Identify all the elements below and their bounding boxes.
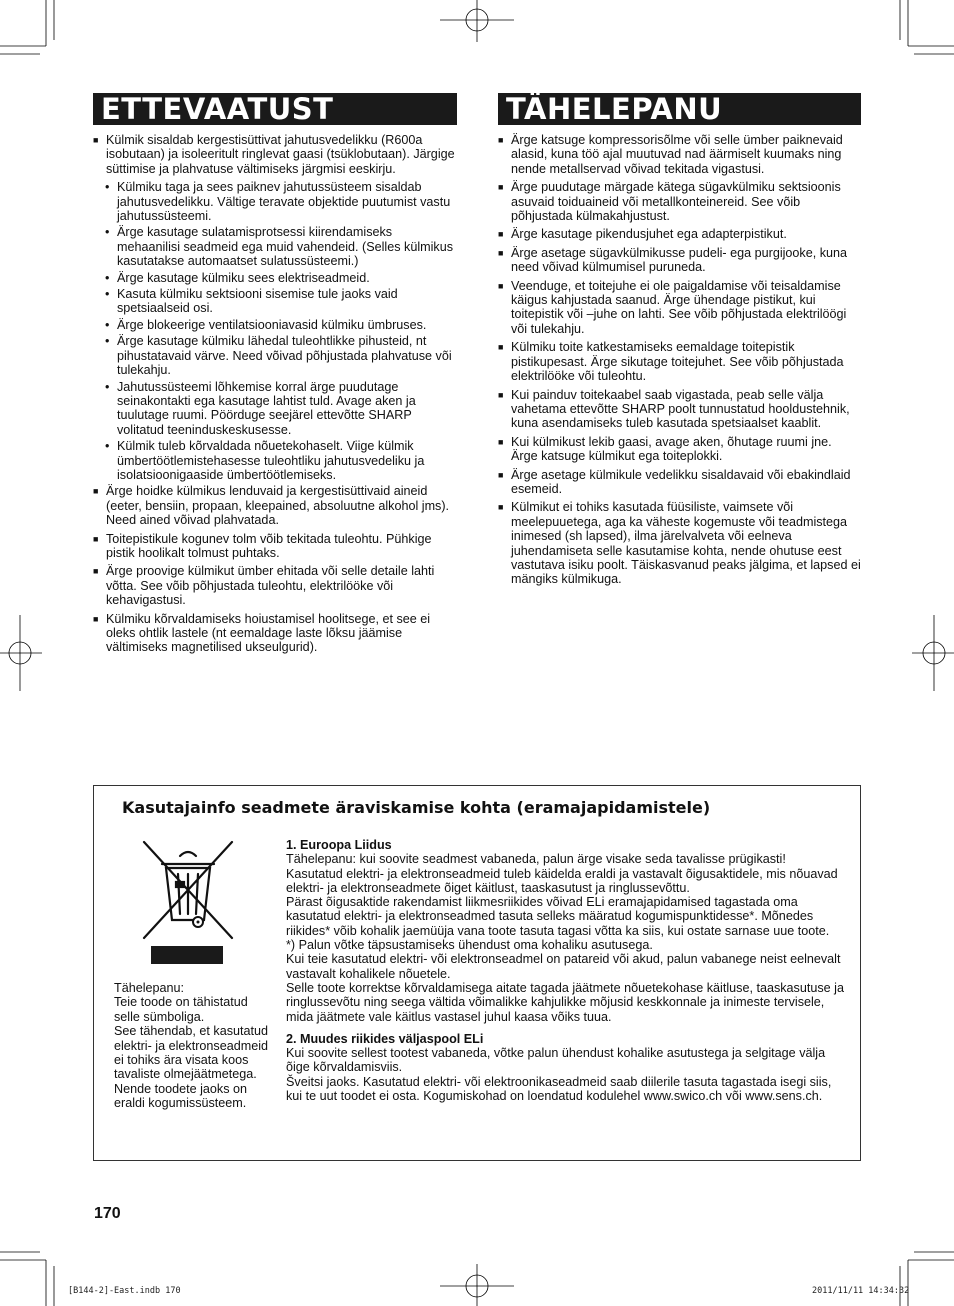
dot-bullet-icon: •	[105, 270, 110, 285]
square-bullet-icon: ■	[93, 135, 99, 145]
square-bullet-icon: ■	[93, 486, 99, 497]
warning-subitem-text: Ärge blokeerige ventilatsiooniavasid külmiku ümbruses.	[117, 317, 427, 332]
section-eu-body: Tähelepanu: kui soovite seadmest vabaneda, palun ärge visake seda tavalisse prügikasti! Kasutatud elektri- ja elektronseadmeid tuleb käidelda eraldi ja vastavalt õigusaktidele, mis nõuavad elektri- ja elektronseadmete õiget käitlust, taaskasutust ja ringlussevõttu. Pärast õigusaktide rakendamist liikmesriikides võivad ELi eramajapidamised tagastada oma kasutatud elektri- ja elektronseadmed tasuta selleks määratud kogumispunktidesse*. Mõnedes riikides* võib kohalik jaemüüja vana toote tasuta tagasi võtta ka siis, kui ostate sarnase uue toote. *) Palun võtke täpsustamiseks ühendust oma kohaliku asutusega. Kui teie kasutatud elektri- või elektronseadmel on patareid või akud, palun vabanege neist eelnevalt vastavalt kohalikele nõuetele. Selle toote korrektse kõrvaldamisega aitate tagada jäätmete nõuetekohase käitluse, taaskasutuse ja ringlussevõtu ning seega vältida võimalikke kahjulikke mõjusid keskkonnale ja inimeste tervisele, mida jäätmete vale käitlus vastasel juhul kaasa võiks tuua.	[286, 852, 844, 1024]
warning-subitem	[93, 334, 457, 377]
square-bullet-icon: ■	[93, 533, 99, 544]
dot-bullet-icon: •	[105, 180, 110, 195]
caution-item-text: Ärge katsuge kompressorisõlme või selle ümber paiknevaid alasid, kuna töö ajal muutuvad nad äärmiselt kuumaks ning nende metallservad võivad tekitada vigastusi.	[511, 133, 843, 176]
caution-item	[498, 227, 861, 241]
slug-file: [B144-2]-East.indb 170	[68, 1286, 181, 1296]
warning-subitem	[93, 439, 457, 482]
caution-item-text: Ärge asetage külmikule vedelikku sisaldavaid või ebakindlaid esemeid.	[511, 467, 851, 496]
square-bullet-icon: ■	[93, 613, 99, 624]
dot-bullet-icon: •	[105, 317, 110, 332]
caution-header: TÄHELEPANU	[498, 93, 861, 125]
caution-item-text: Ärge puudutage märgade kätega sügavkülmiku sektsioonis asuvaid toiduaineid või metallkonteinereid. See võib põhjustada külmakahjustust.	[511, 180, 841, 224]
caution-item-text: Ärge kasutage pikendusjuhet ega adapterpistikut.	[511, 227, 787, 242]
caution-item	[498, 388, 861, 431]
warning-subitem-text: Jahutussüsteemi lõhkemise korral ärge puudutage seinakontakti ega kasutage lahtist tuld. Avage aken ja tuulutage ruumi. Pöörduge seejärel ettevõtte SHARP volitatud teeninduskeskusesse.	[117, 379, 416, 437]
warning-item	[93, 612, 457, 655]
warning-column	[93, 133, 457, 659]
disposal-note: Tähelepanu: Teie toode on tähistatud selle sümboliga. See tähendab, et kasutatud elektri- ja elektronseadmeid ei tohiks ära visata koos tavaliste olmejäätmetega. Nende toodete jaoks on eraldi kogumissüsteem.	[114, 981, 269, 1111]
caution-item	[498, 180, 861, 223]
dot-bullet-icon: •	[105, 225, 110, 240]
caution-item-text: Ärge asetage sügavkülmikusse pudeli- ega purgijooke, kuna need võivad külmumisel puruneda.	[511, 245, 848, 275]
warning-subitem	[93, 180, 457, 223]
warning-item-text: Ärge hoidke külmikus lenduvaid ja kergestisüttivaid aineid (eeter, bensiin, propaan, kleepained, absoluutne alkohol jms). Need ained võivad plahvatada.	[106, 484, 450, 528]
section-eu-title: 1. Euroopa Liidus	[286, 838, 392, 852]
dot-bullet-icon: •	[105, 287, 110, 302]
warning-item	[93, 133, 457, 176]
caution-item	[498, 500, 861, 586]
caution-item-text: Veenduge, et toitejuhe ei ole paigaldamise või teisaldamise käigus kahjustada saanud. Ärge ühendage pistikut, kui toitepistik või –juhe on lahti. See võib põhjustada elektrilöögi või tulekahju.	[511, 278, 847, 336]
warning-item	[93, 484, 457, 527]
warning-item-text: Toitepistikule kogunev tolm võib tekitada tuleohtu. Pühkige pistik hoolikalt tolmust puhtaks.	[106, 531, 432, 560]
warning-subitem-text: Ärge kasutage külmiku sees elektriseadmeid.	[117, 270, 370, 285]
square-bullet-icon: ■	[93, 566, 99, 577]
disposal-title: Kasutajainfo seadmete äraviskamise kohta (eramajapidamistele)	[122, 798, 711, 817]
warning-subitem	[93, 380, 457, 438]
square-bullet-icon: ■	[498, 182, 504, 193]
square-bullet-icon: ■	[498, 389, 504, 400]
page-number: 170	[94, 1205, 121, 1222]
caution-item	[498, 468, 861, 497]
warning-subitem	[93, 287, 457, 316]
caution-item-text: Külmiku toite katkestamiseks eemaldage toitepistik pistikupesast. Ärge sikutage toitejuhet. See võib põhjustada elektrilööke või tuleohtu.	[511, 340, 844, 384]
section-noneu-title: 2. Muudes riikides väljaspool ELi	[286, 1031, 484, 1046]
caution-item-text: Kui painduv toitekaabel saab vigastada, peab selle välja vahetama ettevõtte SHARP poolt tunnustatud hooldustehnik, kuna asendamiseks tuleb kasutada spetsiaalset kaablit.	[511, 387, 850, 431]
caution-item	[498, 435, 861, 464]
warning-subitem-text: Külmiku taga ja sees paiknev jahutussüsteem sisaldab jahutusvedelikku. Vältige teravate objektide puutumist vastu jahutussüsteemi.	[117, 180, 451, 224]
square-bullet-icon: ■	[498, 342, 504, 353]
dot-bullet-icon: •	[105, 439, 110, 454]
warning-subitem	[93, 271, 457, 285]
warning-subitem	[93, 318, 457, 332]
warning-subitem	[93, 225, 457, 268]
crossed-bin-icon	[140, 838, 236, 947]
warning-item-text: Külmiku kõrvaldamiseks hoiustamisel hoolitsege, et see ei oleks ohtlik lastele (nt eemaldage laste lõksu jäämise vältimiseks magnetilised ukseulgurid).	[106, 611, 431, 655]
dot-bullet-icon: •	[105, 379, 110, 394]
square-bullet-icon: ■	[498, 247, 504, 258]
marking-bar	[151, 946, 223, 964]
square-bullet-icon: ■	[498, 229, 504, 240]
section-noneu-body: Kui soovite sellest tootest vabaneda, võtke palun ühendust kohalike asutustega ja selgitage välja õige kõrvaldamisviis. Šveitsi jaoks. Kasutatud elektri- või elektroonikaseadmeid saab diilerile tasuta tagastada isegi siis, kui te uut toodet ei osta. Kogumiskohad on loendatud kodulehel www.swico.ch või www.sens.ch.	[286, 1046, 832, 1104]
dot-bullet-icon: •	[105, 334, 110, 349]
square-bullet-icon: ■	[498, 436, 504, 447]
warning-subitem-text: Külmik tuleb kõrvaldada nõuetekohaselt. Viige külmik ümbertöötlemistehasesse tuleohtliku jahutusvedeliku ja isolatsioonigaaside ümbertöötlemiseks.	[117, 439, 425, 482]
warning-subitem-text: Kasuta külmiku sektsiooni sisemise tule jaoks vaid spetsiaalseid osi.	[117, 287, 398, 316]
slug-date: 2011/11/11 14:34:32	[812, 1286, 910, 1296]
warning-subitem-text: Ärge kasutage sulatamisprotsessi kiirendamiseks mehaanilisi seadmeid ega muid vahendeid. (Selles külmikus kasutatakse automaatset sulatussüsteemi.)	[117, 225, 454, 269]
disposal-text	[286, 838, 846, 1103]
caution-item	[498, 246, 861, 275]
square-bullet-icon: ■	[498, 502, 504, 513]
caution-item-text: Kui külmikust lekib gaasi, avage aken, õhutage ruumi jne. Ärge katsuge külmikut ega toiteplokki.	[511, 434, 832, 464]
warning-item-text: Ärge proovige külmikut ümber ehitada või selle detaile lahti võtta. See võib põhjustada tuleohtu, elektrilööke või kehavigastusi.	[106, 564, 435, 608]
warning-header: ETTEVAATUST	[93, 93, 457, 125]
square-bullet-icon: ■	[498, 135, 504, 145]
disposal-info-box	[93, 785, 861, 1161]
warning-subitem-text: Ärge kasutage külmiku lähedal tuleohtlikke pihusteid, nt pihustatavaid värve. Need võivad põhjustada plahvatuse või tulekahju.	[117, 334, 452, 378]
caution-item	[498, 279, 861, 337]
warning-item	[93, 564, 457, 607]
warning-item-text: Külmik sisaldab kergestisüttivat jahutusvedelikku (R600a isobutaan) ja isoleeritult ringlevat gaasi (tsüklobutaan). Järgige süttimise ja plahvatuse vältimiseks järgmisi eeskirju.	[106, 133, 455, 176]
caution-column	[498, 133, 861, 591]
caution-item	[498, 133, 861, 176]
square-bullet-icon: ■	[498, 469, 504, 480]
caution-item	[498, 340, 861, 383]
warning-item	[93, 532, 457, 561]
square-bullet-icon: ■	[498, 280, 504, 291]
caution-item-text: Külmikut ei tohiks kasutada füüsiliste, vaimsete või meelepuuetega, aga ka väheste kogemuste või teadmistega inimesed (sh lapsed), ilma järelvalveta või eelneva juhendamiseta selle kasutamise kohta, nende ohutuse eest vastutava isiku poolt. Täiskasvanud peaks jälgima, et lapsed ei mängiks külmikuga.	[511, 500, 861, 587]
